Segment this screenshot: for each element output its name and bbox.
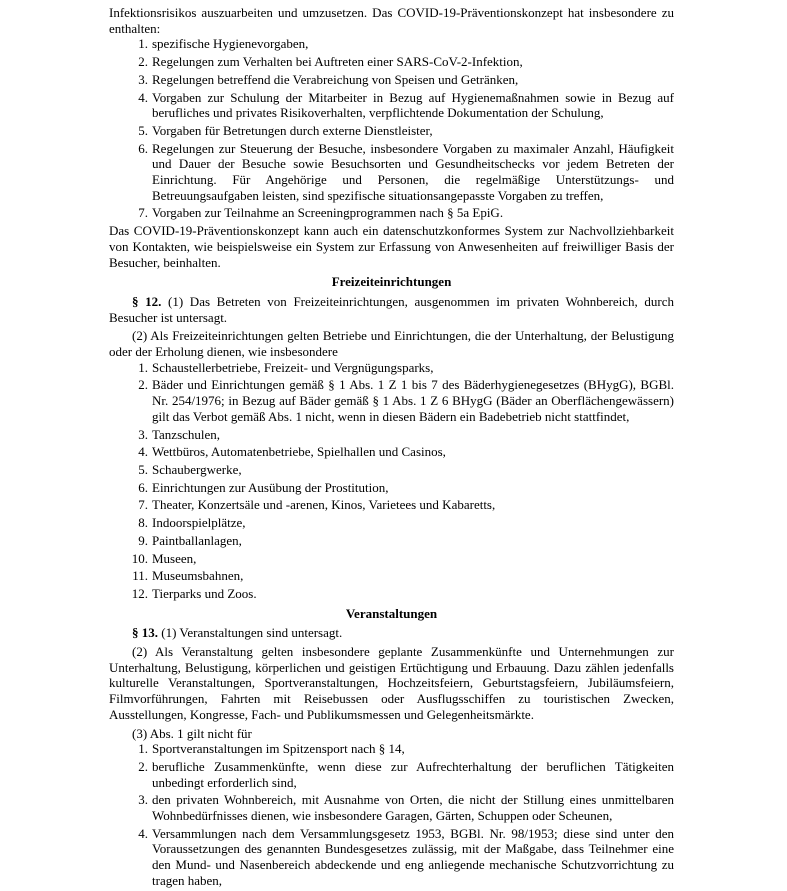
freizeit-list xyxy=(109,360,674,602)
list-item: 3. Tanzschulen, xyxy=(138,426,221,442)
list-item: 5. Vorgaben für Betretungen durch externe Dienstleister, xyxy=(138,122,433,138)
list-item: 9. Paintballanlagen, xyxy=(138,532,242,548)
list-item: 4. Versammlungen nach dem Versammlungsgesetz 1953, BGBl. Nr. 98/1953; diese sind unter den Voraussetzungen des genannten Bundesgesetzes zulässig, mit der Maßgabe, dass Teilnehmer eine den Mund- und Nasenbereich abdeckende und eng anliegende mechanische Schutzvorrichtung zu tragen haben, xyxy=(138,825,674,888)
praeventionskonzept-list xyxy=(109,36,674,221)
list-item: 3. Regelungen betreffend die Verabreichung von Speisen und Getränken, xyxy=(138,71,519,87)
section-heading-freizeit: Freizeiteinrichtungen xyxy=(331,274,452,290)
list-item: 2. Regelungen zum Verhalten bei Auftreten einer SARS-CoV-2-Infektion, xyxy=(138,54,523,70)
paragraph-12-2: (2) Als Freizeiteinrichtungen gelten Betriebe und Einrichtungen, die der Unterhaltung, der Belustigung oder der Erholung dienen, wie insbesondere xyxy=(109,328,674,360)
veranstaltungen-list xyxy=(109,741,674,888)
section-number: § 13. xyxy=(132,625,158,641)
document-page xyxy=(109,5,674,891)
list-item: 11. Museumsbahnen, xyxy=(132,568,244,584)
section-number: § 12. xyxy=(132,293,162,309)
paragraph-13-2: (2) Als Veranstaltung gelten insbesondere geplante Zusammenkünfte und Unternehmungen zur Unterhaltung, Belustigung, körperlichen und geistigen Ertüchtigung und Erbauung. Dazu zählen jedenfalls kulturelle Veranstaltungen, Sportveranstaltungen, Hochzeitsfeiern, Geburtstagsfeiern, Jubiläumsfeiern, Filmvorführungen, Fahrten mit Reisebussen oder Ausflugsschiffen zu touristischen Zwecken, Ausstellungen, Kongresse, Fach- und Publikumsmessen und Gelegenheitsmärkte. xyxy=(109,644,674,722)
continuation-intro: Infektionsrisikos auszuarbeiten und umzusetzen. Das COVID-19-Präventionskonzept hat insbesondere zu enthalten: xyxy=(109,5,674,36)
list-item: 7. Theater, Konzertsäle und -arenen, Kinos, Varietees und Kabaretts, xyxy=(138,497,496,513)
list-item: 2. berufliche Zusammenkünfte, wenn diese zur Aufrechterhaltung der beruflichen Tätigkeiten unbedingt erforderlich sind, xyxy=(138,758,674,790)
list-item: 1. Sportveranstaltungen im Spitzensport nach § 14, xyxy=(138,741,405,757)
list-item: 5. Schaubergwerke, xyxy=(138,461,242,477)
list-item: 4. Vorgaben zur Schulung der Mitarbeiter in Bezug auf Hygienemaßnahmen sowie in Bezug auf berufliches und privates Risikoverhalten, verpflichtende Dokumentation der Schulung, xyxy=(138,89,674,121)
paragraph-13-1: § 13. (1) Veranstaltungen sind untersagt. xyxy=(132,625,343,641)
paragraph-12-1: § 12. (1) Das Betreten von Freizeiteinrichtungen, ausgenommen im privaten Wohnbereich, durch Besucher ist untersagt. xyxy=(109,293,675,325)
list-item: 2. Bäder und Einrichtungen gemäß § 1 Abs. 1 Z 1 bis 7 des Bäderhygienegesetzes (BHygG), BGBl. Nr. 254/1976; in Bezug auf Bäder gemäß § 1 Abs. 1 Z 6 BHygG (Bäder an Oberflächengewässern) gilt das Verbot gemäß Abs. 1 nicht, wenn in diesen Bädern ein Badebetrieb nicht stattfindet, xyxy=(138,377,674,424)
list-item: 1. spezifische Hygienevorgaben, xyxy=(138,36,309,52)
list-item: 6. Einrichtungen zur Ausübung der Prostitution, xyxy=(138,479,389,495)
list-item: 3. den privaten Wohnbereich, mit Ausnahme von Orten, die nicht der Stillung eines unmittelbaren Wohnbedürfnisses dienen, wie insbesondere Garagen, Gärten, Schuppen oder Scheunen, xyxy=(138,792,674,824)
list-item: 1. Schaustellerbetriebe, Freizeit- und Vergnügungsparks, xyxy=(138,359,434,375)
list-item: 7. Vorgaben zur Teilnahme an Screeningprogrammen nach § 5a EpiG. xyxy=(138,205,504,221)
list-item: 10. Museen, xyxy=(131,550,197,566)
list-item: 6. Regelungen zur Steuerung der Besuche, insbesondere Vorgaben zu maximaler Anzahl, Häufigkeit und Dauer der Besuche sowie Besuchsorten und Gesundheitschecks vor jedem Betreten der Einrichtung. Für Angehörige und Personen, die regelmäßige Unterstützungs- und Betreuungsaufgaben leisten, sind spezifische situationsangepasste Vorgaben zu treffen, xyxy=(138,140,674,203)
list-item: 4. Wettbüros, Automatenbetriebe, Spielhallen und Casinos, xyxy=(138,444,446,460)
section-heading-veranstaltungen: Veranstaltungen xyxy=(345,605,438,621)
list-item: 8. Indoorspielplätze, xyxy=(138,515,246,531)
paragraph-13-3: (3) Abs. 1 gilt nicht für xyxy=(132,725,252,741)
continuation-closing: Das COVID-19-Präventionskonzept kann auch ein datenschutzkonformes System zur Nachvollziehbarkeit von Kontakten, wie beispielsweise ein System zur Erfassung von Anwesenheiten auf freiwilliger Basis der Besucher, beinhalten. xyxy=(109,223,674,270)
list-item: 12. Tierparks und Zoos. xyxy=(131,585,257,601)
